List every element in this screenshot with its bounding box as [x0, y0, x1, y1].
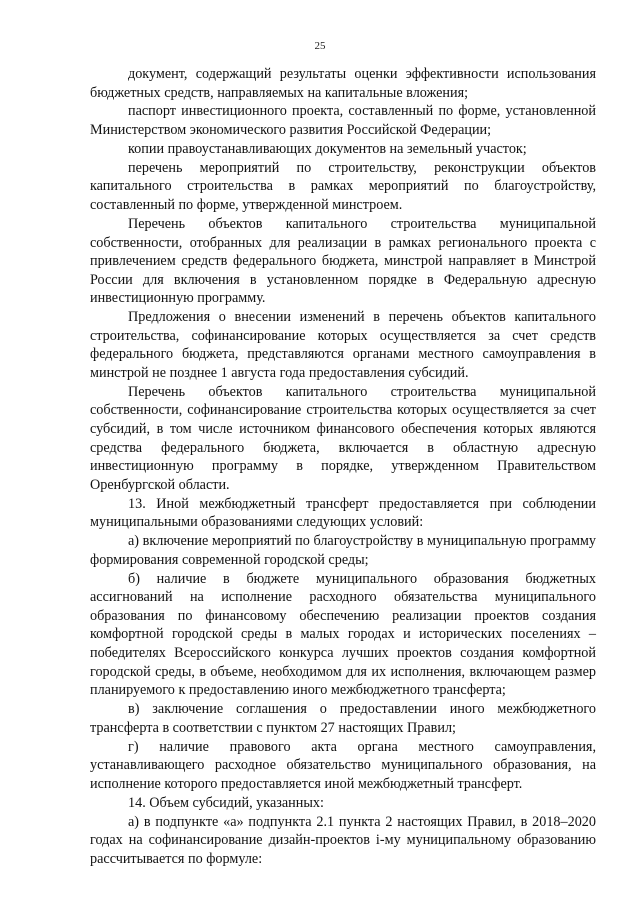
paragraph: Предложения о внесении изменений в перечень объектов капитального строительства, софинансирование которых осуществляется за счет средств федерального бюджета, представляются органами местного самоуправления в минстрой не позднее 1 августа года предоставления субсидий.: [90, 309, 596, 381]
condition-d: г) наличие правового акта органа местного самоуправления, устанавливающего расходное обязательство муниципального образования, на исполнение которого предоставляется иной межбюджетный трансферт.: [90, 738, 596, 792]
paragraph: копии правоустанавливающих документов на земельный участок;: [128, 140, 527, 157]
paragraph: документ, содержащий результаты оценки эффективности использования бюджетных средств, направляемых на капитальные вложения;: [90, 66, 596, 101]
section-14-item-a: а) в подпункте «а» подпункта 2.1 пункта 2 настоящих Правил, в 2018–2020 годах на софинансирование дизайн-проектов i-му муниципальному образованию рассчитывается по формуле:: [90, 813, 596, 867]
page-number: 25: [314, 40, 326, 52]
condition-c: в) заключение соглашения о предоставлении иного межбюджетного трансферта в соответствии с пунктом 27 настоящих Правил;: [90, 701, 596, 736]
condition-a: а) включение мероприятий по благоустройству в муниципальную программу формирования современной городской среды;: [90, 533, 596, 568]
document-body: [90, 65, 596, 869]
paragraph: перечень мероприятий по строительству, реконструкции объектов капитального строительства в рамках мероприятий по благоустройству, составленный по форме, утвержденной минстроем.: [90, 159, 596, 214]
paragraph: паспорт инвестиционного проекта, составленный по форме, установленной Министерством экономического развития Российской Федерации;: [90, 103, 596, 139]
paragraph: Перечень объектов капитального строительства муниципальной собственности, софинансирование строительства которых осуществляется за счет субсидий, в том числе источником финансового обеспечения которых являются средства федерального бюджета, включается в областную адресную инвестиционную программу в порядке, утвержденном Правительством Оренбургской области.: [90, 383, 596, 493]
paragraph: Перечень объектов капитального строительства муниципальной собственности, отобранных для реализации в рамках регионального проекта с привлечением средств федерального бюджета, минстрой направляет в Минстрой России для включения в установленном порядке в Федеральную адресную инвестиционную программу.: [90, 215, 596, 307]
section-13-heading: 13. Иной межбюджетный трансферт предоставляется при соблюдении муниципальными образованиями следующих условий:: [90, 495, 596, 531]
condition-b: б) наличие в бюджете муниципального образования бюджетных ассигнований на исполнение расходного обязательства муниципального образования по финансовому обеспечению реализации проектов создания комфортной городской среды в малых городах и исторических поселениях – победителях Всероссийского конкурса лучших проектов создания комфортной городской среды, в объеме, необходимом для их исполнения, включающем размер планируемого к предоставлению иного межбюджетного трансферта;: [90, 570, 596, 699]
section-14-heading: 14. Объем субсидий, указанных:: [128, 794, 324, 811]
